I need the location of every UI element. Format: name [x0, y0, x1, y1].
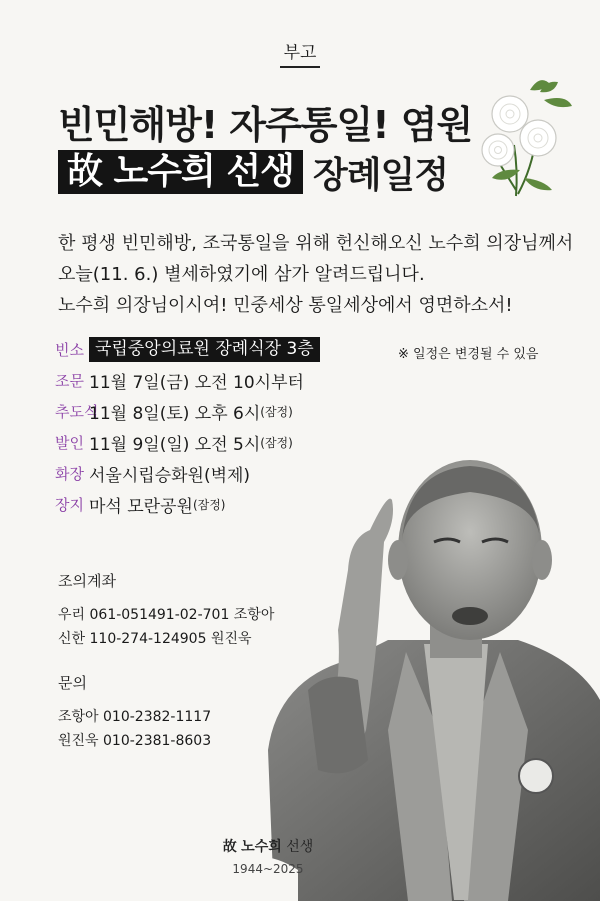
white-chrysanthemum-icon	[474, 70, 578, 198]
notice-heading: 부고	[0, 38, 600, 63]
schedule-value: 11월 7일(금) 오전 10시부터	[89, 373, 304, 393]
schedule-row-binso	[55, 334, 320, 365]
tentative-note: (잠정)	[260, 436, 293, 450]
schedule-value: 11월 9일(일) 오전 5시	[89, 435, 261, 455]
intro-line: 노수희 의장님이시여! 민중세상 통일세상에서 영면하소서!	[58, 295, 513, 316]
inquiry-contact: 원진욱 010-2381-8603	[58, 733, 212, 749]
title-line-2	[58, 150, 448, 194]
intro-line: 한 평생 빈민해방, 조국통일을 위해 헌신해오신 노수희 의장님께서	[58, 233, 574, 254]
portrait-photo	[238, 430, 600, 901]
condolence-title: 조의계좌	[58, 572, 116, 590]
schedule-label: 장지	[55, 496, 84, 514]
schedule-label: 화장	[55, 465, 84, 483]
condolence-account: 신한 110-274-124905 원진욱	[58, 631, 252, 647]
inquiry-contact: 조항아 010-2382-1117	[58, 709, 212, 725]
schedule-value: 국립중앙의료원 장례식장 3층	[89, 337, 320, 362]
schedule-label: 발인	[55, 434, 84, 452]
caption-prefix: 故	[222, 839, 237, 855]
schedule-label: 조문	[55, 372, 84, 390]
intro-text	[58, 228, 578, 321]
caption-deceased-name: 노수희	[241, 839, 282, 855]
funeral-schedule-title: 장례일정	[312, 154, 449, 196]
schedule-row-chudosik	[55, 396, 320, 427]
schedule-value: 서울시립승화원(벽제)	[89, 466, 251, 486]
caption-suffix: 선생	[286, 839, 314, 855]
tentative-note: (잠정)	[260, 405, 293, 419]
caption-years: 1944~2025	[232, 862, 304, 876]
schedule-value: 11월 8일(토) 오후 6시	[89, 404, 261, 424]
tentative-note: (잠정)	[192, 498, 226, 512]
photo-caption	[218, 836, 318, 876]
deceased-name-highlight: 故 노수희 선생	[58, 150, 303, 194]
schedule-row-jomun	[55, 365, 320, 396]
schedule-value: 마석 모란공원	[89, 497, 193, 517]
schedule-change-note: ※ 일정은 변경될 수 있음	[398, 347, 539, 362]
inquiry-title: 문의	[58, 674, 87, 692]
schedule-label: 빈소	[55, 341, 84, 359]
schedule-label: 추도식	[55, 403, 99, 421]
title-line-1: 빈민해방! 자주통일! 염원	[58, 103, 473, 147]
condolence-account: 우리 061-051491-02-701 조항아	[58, 607, 275, 623]
caption-name	[218, 836, 318, 856]
intro-line: 오늘(11. 6.) 별세하였기에 삼가 알려드립니다.	[58, 264, 425, 285]
